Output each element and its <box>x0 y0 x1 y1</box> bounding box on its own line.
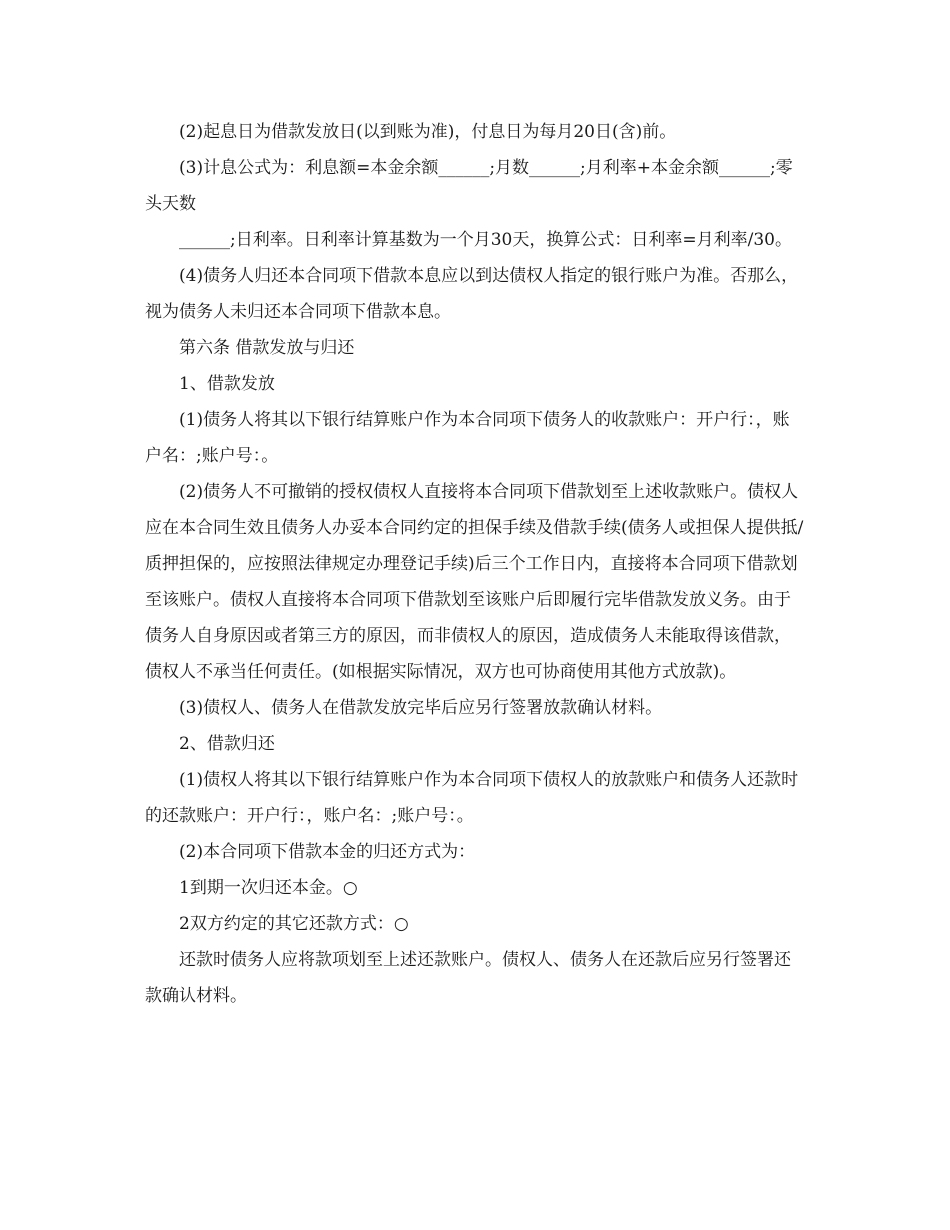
subheading-loan-disbursement: 1、借款发放 <box>179 374 275 394</box>
subheading-loan-repayment: 2、借款归还 <box>179 734 275 754</box>
paragraph-disbursement-confirmation: (3)债权人、债务人在借款发放完毕后应另行签署放款确认材料。 <box>179 698 663 718</box>
option-other-method: 2双方约定的其它还款方式：○ <box>179 914 409 934</box>
paragraph-repayment-confirmation: 还款时债务人应将款项划至上述还款账户。债权人、债务人在还款后应另行签署还款确认材料。 <box>145 950 791 1006</box>
paragraph-daily-rate: ______;日利率。日利率计算基数为一个月30天，换算公式：日利率=月利率/30。 <box>179 230 792 250</box>
option-lump-sum: 1到期一次归还本金。○ <box>179 878 358 898</box>
document-page <box>145 114 805 1014</box>
paragraph-interest-formula: (3)计息公式为：利息额=本金余额______;月数______;月利率+本金余额______;零头天数 <box>145 158 793 214</box>
paragraph-receiving-account: (1)债务人将其以下银行结算账户作为本合同项下债务人的收款账户：开户行：，账户名：;账户号：。 <box>145 410 790 466</box>
paragraph-repayment-method: (2)本合同项下借款本金的归还方式为： <box>179 842 476 862</box>
paragraph-lending-account: (1)债权人将其以下银行结算账户作为本合同项下债权人的放款账户和债务人还款时的还款账户：开户行：，账户名：;账户号：。 <box>145 770 799 826</box>
paragraph-repayment-account: (4)债务人归还本合同项下借款本息应以到达债权人指定的银行账户为准。否那么，视为债务人未归还本合同项下借款本息。 <box>145 266 799 322</box>
section-heading-article-6: 第六条 借款发放与归还 <box>179 338 355 358</box>
paragraph-authorization: (2)债务人不可撤销的授权债权人直接将本合同项下借款划至上述收款账户。债权人应在本合同生效且债务人办妥本合同约定的担保手续及借款手续(债务人或担保人提供抵/质押担保的，应按照法律规定办理登记手续)后三个工作日内，直接将本合同项下借款划至该账户。债权人直接将本合同项下借款划至该账户后即履行完毕借款发放义务。由于债务人自身原因或者第三方的原因，而非债权人的原因，造成债务人未能取得该借款，债权人不承当任何责任。(如根据实际情况，双方也可协商使用其他方式放款)。 <box>145 482 804 682</box>
paragraph-interest-start-date: (2)起息日为借款发放日(以到账为准)，付息日为每月20日(含)前。 <box>179 122 677 142</box>
